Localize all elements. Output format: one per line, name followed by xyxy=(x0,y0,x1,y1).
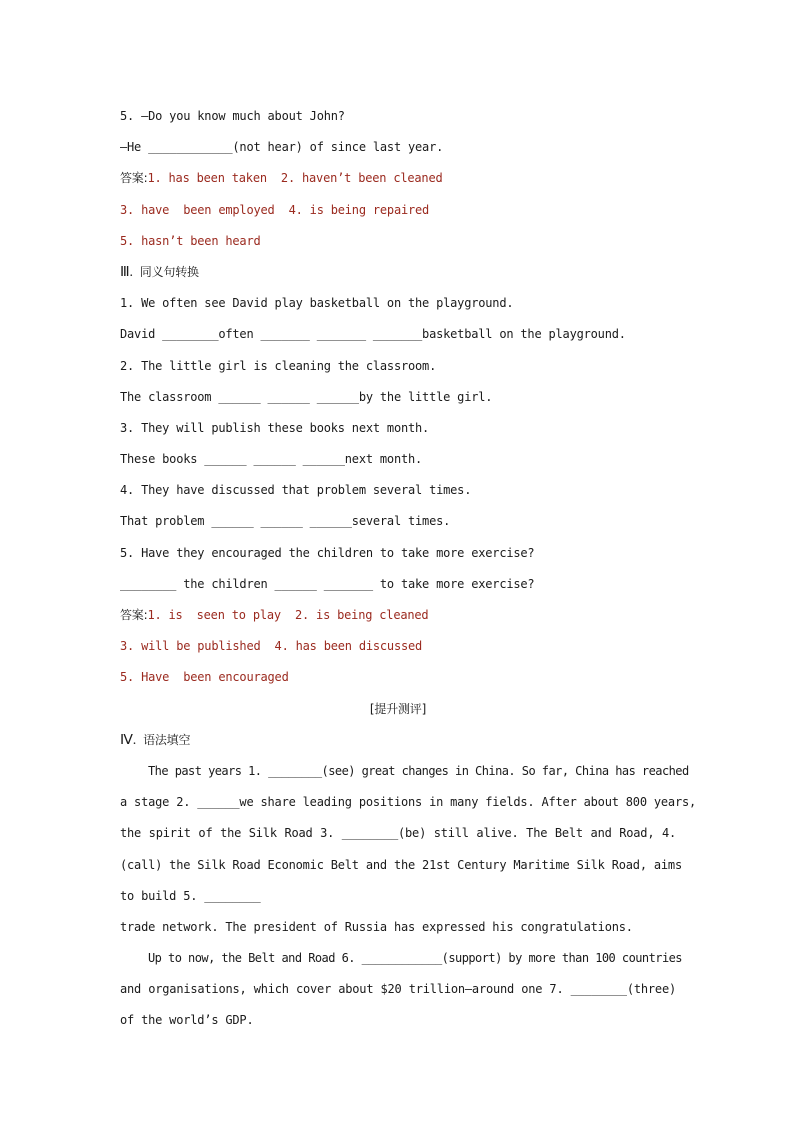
section-numeral: Ⅲ. xyxy=(120,264,133,280)
exercise-line: 5. Have they encouraged the children to take more exercise? xyxy=(120,545,535,560)
exercise-line: 3. They will publish these books next month. xyxy=(120,420,430,435)
passage-line: (call) the Silk Road Economic Belt and the 21st Century Maritime Silk Road, aims xyxy=(120,857,682,872)
exercise-line: The classroom ______ ______ ______by the little girl. xyxy=(120,389,493,404)
passage-line: trade network. The president of Russia has expressed his congratulations. xyxy=(120,919,633,934)
subsection-title: [提升测评] xyxy=(369,701,427,716)
section-iii-heading xyxy=(120,257,676,288)
passage-line: of the world’s GDP. xyxy=(120,1013,254,1028)
exercise-line: That problem ______ ______ ______several times. xyxy=(120,514,451,529)
section-title: 同义句转换 xyxy=(139,264,199,279)
section-iv-heading xyxy=(120,725,676,756)
passage-line: and organisations, which cover about $20 trillion—around one 7. ________(three) xyxy=(120,982,676,997)
answers-section-ii xyxy=(120,163,676,194)
answer-line: 3. have been employed 4. is being repaired xyxy=(120,202,430,217)
section-title: 语法填空 xyxy=(143,732,191,747)
passage-line: Up to now, the Belt and Road 6. ____________(support) by more than 100 countries xyxy=(148,951,682,966)
exercise-line: 4. They have discussed that problem several times. xyxy=(120,483,472,498)
exercise-line: ________ the children ______ _______ to take more exercise? xyxy=(120,576,535,591)
answer-line: 5. hasn’t been heard xyxy=(120,233,261,248)
section-numeral: Ⅳ. xyxy=(120,732,137,748)
exercise-line: David ________often _______ _______ _______basketball on the playground. xyxy=(120,327,626,342)
passage-line: The past years 1. ________(see) great changes in China. So far, China has reached xyxy=(148,763,689,778)
exercise-line: 2. The little girl is cleaning the classroom. xyxy=(120,358,437,373)
answers-section-iii xyxy=(120,600,676,631)
passage-line: a stage 2. ______we share leading positions in many fields. After about 800 years, xyxy=(120,795,697,810)
answer-line: 1. is seen to play 2. is being cleaned xyxy=(147,608,429,622)
passage-line: the spirit of the Silk Road 3. ________(be) still alive. The Belt and Road, 4. xyxy=(120,826,676,841)
exercise-line: 1. We often see David play basketball on the playground. xyxy=(120,296,514,311)
passage-line: to build 5. ________ xyxy=(120,888,261,903)
answer-line: 5. Have been encouraged xyxy=(120,670,289,685)
cloze-passage xyxy=(120,756,697,1037)
answer-label: 答案: xyxy=(120,608,148,622)
answer-line: 1. has been taken 2. haven’t been cleaned xyxy=(147,171,443,186)
question-5-prompt: 5. —Do you know much about John? xyxy=(120,109,345,123)
exercise-line: These books ______ ______ ______next month. xyxy=(120,452,423,467)
question-5-blank: —He ____________(not hear) of since last year. xyxy=(120,140,444,155)
document-page xyxy=(120,101,697,1037)
answer-label: 答案: xyxy=(120,171,148,186)
answer-line: 3. will be published 4. has been discussed xyxy=(120,639,423,654)
